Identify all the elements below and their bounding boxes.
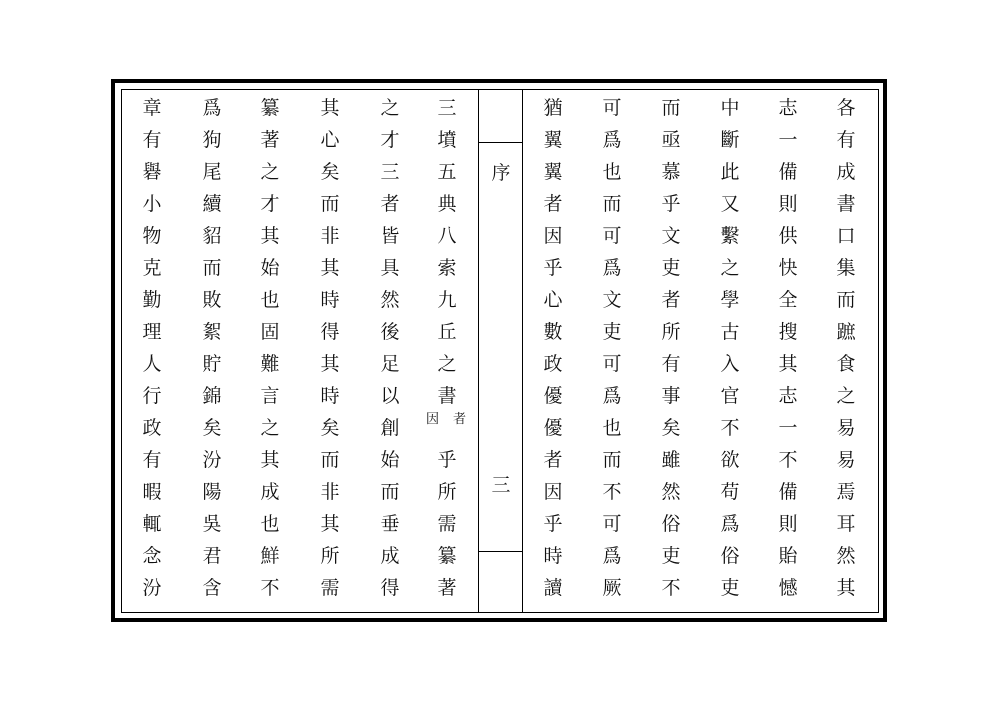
character: 成 <box>836 161 856 183</box>
character: 索 <box>437 257 457 279</box>
character: 一 <box>778 129 798 151</box>
character: 優 <box>543 417 563 439</box>
character: 備 <box>778 161 798 183</box>
character: 者 <box>380 193 400 215</box>
character: 有 <box>142 129 162 151</box>
interlinear-note-left: 因 <box>426 412 440 427</box>
character: 絮 <box>202 321 222 343</box>
character: 君 <box>202 545 222 567</box>
character: 口 <box>836 225 856 247</box>
character: 以 <box>380 385 400 407</box>
gutter-top-rule <box>478 142 523 143</box>
character: 者 <box>543 449 563 471</box>
character: 集 <box>836 257 856 279</box>
character: 雖 <box>661 449 681 471</box>
character: 而 <box>836 289 856 311</box>
text-column <box>715 92 745 604</box>
character: 也 <box>260 513 280 535</box>
character: 八 <box>437 225 457 247</box>
character: 不 <box>778 449 798 471</box>
character: 纂 <box>437 545 457 567</box>
gutter-bottom-rule <box>478 551 523 552</box>
character: 政 <box>142 417 162 439</box>
character: 矣 <box>320 417 340 439</box>
character: 爲 <box>602 385 622 407</box>
character: 克 <box>142 257 162 279</box>
character: 乎 <box>661 193 681 215</box>
character: 貽 <box>778 545 798 567</box>
text-column <box>375 92 405 604</box>
character: 需 <box>437 513 457 535</box>
character: 而 <box>602 193 622 215</box>
character: 者 <box>543 193 563 215</box>
character: 苟 <box>720 481 740 503</box>
character: 得 <box>380 577 400 599</box>
character: 其 <box>320 513 340 535</box>
character: 也 <box>260 289 280 311</box>
character: 小 <box>142 193 162 215</box>
character: 吏 <box>720 577 740 599</box>
character: 言 <box>260 385 280 407</box>
character: 耳 <box>836 513 856 535</box>
character: 慕 <box>661 161 681 183</box>
character: 爲 <box>602 129 622 151</box>
character: 輒 <box>142 513 162 535</box>
character: 乎 <box>543 257 563 279</box>
character: 人 <box>142 353 162 375</box>
character: 纂 <box>260 97 280 119</box>
character: 五 <box>437 161 457 183</box>
character: 可 <box>602 225 622 247</box>
text-column <box>197 92 227 604</box>
character: 所 <box>661 321 681 343</box>
character: 乎 <box>437 449 457 471</box>
character: 學 <box>720 289 740 311</box>
character: 念 <box>142 545 162 567</box>
character: 汾 <box>142 577 162 599</box>
character: 爲 <box>602 257 622 279</box>
character: 物 <box>142 225 162 247</box>
character: 可 <box>602 97 622 119</box>
interlinear-note-right: 者 <box>453 412 467 427</box>
character: 讀 <box>543 577 563 599</box>
character: 之 <box>260 161 280 183</box>
character: 爲 <box>720 513 740 535</box>
character: 備 <box>778 481 798 503</box>
character: 之 <box>260 417 280 439</box>
character: 之 <box>380 97 400 119</box>
character: 所 <box>320 545 340 567</box>
character: 所 <box>437 481 457 503</box>
character: 書 <box>437 385 457 407</box>
character: 成 <box>380 545 400 567</box>
character: 政 <box>543 353 563 375</box>
character: 非 <box>320 225 340 247</box>
character: 也 <box>602 417 622 439</box>
character: 皆 <box>380 225 400 247</box>
character: 墳 <box>437 129 457 151</box>
character: 其 <box>260 225 280 247</box>
character: 而 <box>320 193 340 215</box>
character: 則 <box>778 193 798 215</box>
character: 志 <box>778 97 798 119</box>
character: 厥 <box>602 577 622 599</box>
character: 敗 <box>202 289 222 311</box>
character: 然 <box>836 545 856 567</box>
character: 猶 <box>543 97 563 119</box>
character: 續 <box>202 193 222 215</box>
character: 優 <box>543 385 563 407</box>
character: 又 <box>720 193 740 215</box>
character: 欲 <box>720 449 740 471</box>
gutter-right-rule <box>522 89 523 613</box>
character: 斷 <box>720 129 740 151</box>
text-column <box>137 92 167 604</box>
character: 其 <box>320 257 340 279</box>
character: 始 <box>260 257 280 279</box>
character: 不 <box>661 577 681 599</box>
character: 繫 <box>720 225 740 247</box>
character: 官 <box>720 385 740 407</box>
character: 事 <box>661 385 681 407</box>
character: 也 <box>602 161 622 183</box>
character: 才 <box>380 129 400 151</box>
character: 然 <box>661 481 681 503</box>
character: 三 <box>437 97 457 119</box>
character: 後 <box>380 321 400 343</box>
character: 有 <box>142 449 162 471</box>
character: 乎 <box>543 513 563 535</box>
character: 書 <box>836 193 856 215</box>
character: 供 <box>778 225 798 247</box>
character: 可 <box>602 353 622 375</box>
character: 而 <box>202 257 222 279</box>
gutter-page-number: 三 <box>491 474 511 496</box>
character: 著 <box>437 577 457 599</box>
character: 典 <box>437 193 457 215</box>
character: 則 <box>778 513 798 535</box>
text-column <box>656 92 686 604</box>
text-column <box>315 92 345 604</box>
text-column <box>255 92 285 604</box>
character: 之 <box>437 353 457 375</box>
character: 具 <box>380 257 400 279</box>
character: 鮮 <box>260 545 280 567</box>
character: 因 <box>543 225 563 247</box>
character: 理 <box>142 321 162 343</box>
character: 心 <box>543 289 563 311</box>
character: 不 <box>260 577 280 599</box>
character: 時 <box>543 545 563 567</box>
character: 數 <box>543 321 563 343</box>
character: 亟 <box>661 129 681 151</box>
character: 時 <box>320 289 340 311</box>
character: 著 <box>260 129 280 151</box>
character: 垂 <box>380 513 400 535</box>
character: 各 <box>836 97 856 119</box>
character: 時 <box>320 385 340 407</box>
character: 吏 <box>661 257 681 279</box>
character: 章 <box>142 97 162 119</box>
character: 難 <box>260 353 280 375</box>
character: 成 <box>260 481 280 503</box>
character: 有 <box>836 129 856 151</box>
character: 中 <box>720 97 740 119</box>
character: 然 <box>380 289 400 311</box>
character: 入 <box>720 353 740 375</box>
character: 之 <box>836 385 856 407</box>
character: 吏 <box>602 321 622 343</box>
character: 尾 <box>202 161 222 183</box>
character: 行 <box>142 385 162 407</box>
character: 爲 <box>202 97 222 119</box>
character: 易 <box>836 417 856 439</box>
text-column <box>831 92 861 604</box>
character: 搜 <box>778 321 798 343</box>
character: 心 <box>320 129 340 151</box>
character: 矣 <box>320 161 340 183</box>
character: 才 <box>260 193 280 215</box>
gutter-left-rule <box>478 89 479 613</box>
character: 其 <box>836 577 856 599</box>
character: 俗 <box>661 513 681 535</box>
character: 而 <box>602 449 622 471</box>
character: 易 <box>836 449 856 471</box>
character: 其 <box>320 97 340 119</box>
character: 三 <box>380 161 400 183</box>
character: 創 <box>380 417 400 439</box>
character: 矣 <box>202 417 222 439</box>
character: 需 <box>320 577 340 599</box>
character: 非 <box>320 481 340 503</box>
character: 吏 <box>661 545 681 567</box>
character: 此 <box>720 161 740 183</box>
character: 全 <box>778 289 798 311</box>
character: 文 <box>602 289 622 311</box>
character: 文 <box>661 225 681 247</box>
character: 古 <box>720 321 740 343</box>
character: 錦 <box>202 385 222 407</box>
character: 其 <box>320 353 340 375</box>
character: 快 <box>778 257 798 279</box>
character: 吳 <box>202 513 222 535</box>
character: 憾 <box>778 577 798 599</box>
character: 勤 <box>142 289 162 311</box>
character: 志 <box>778 385 798 407</box>
character: 含 <box>202 577 222 599</box>
character: 食 <box>836 353 856 375</box>
text-column <box>538 92 568 604</box>
character: 因 <box>543 481 563 503</box>
character: 九 <box>437 289 457 311</box>
character: 不 <box>602 481 622 503</box>
character: 陽 <box>202 481 222 503</box>
text-column <box>773 92 803 604</box>
character: 足 <box>380 353 400 375</box>
character: 而 <box>380 481 400 503</box>
character: 有 <box>661 353 681 375</box>
character: 一 <box>778 417 798 439</box>
character: 其 <box>778 353 798 375</box>
character: 汾 <box>202 449 222 471</box>
character: 俗 <box>720 545 740 567</box>
character: 貯 <box>202 353 222 375</box>
gutter-section-label: 序 <box>491 162 511 184</box>
character: 蹠 <box>836 321 856 343</box>
text-column <box>432 92 462 604</box>
character: 丘 <box>437 321 457 343</box>
character: 礜 <box>142 161 162 183</box>
character: 翼 <box>543 129 563 151</box>
character: 得 <box>320 321 340 343</box>
character: 暇 <box>142 481 162 503</box>
character: 爲 <box>602 545 622 567</box>
character: 而 <box>661 97 681 119</box>
text-column <box>597 92 627 604</box>
character: 可 <box>602 513 622 535</box>
character: 焉 <box>836 481 856 503</box>
character: 狗 <box>202 129 222 151</box>
character: 固 <box>260 321 280 343</box>
character: 貂 <box>202 225 222 247</box>
character: 不 <box>720 417 740 439</box>
character: 矣 <box>661 417 681 439</box>
character: 其 <box>260 449 280 471</box>
character: 者 <box>661 289 681 311</box>
character: 翼 <box>543 161 563 183</box>
character: 始 <box>380 449 400 471</box>
character: 而 <box>320 449 340 471</box>
character: 之 <box>720 257 740 279</box>
